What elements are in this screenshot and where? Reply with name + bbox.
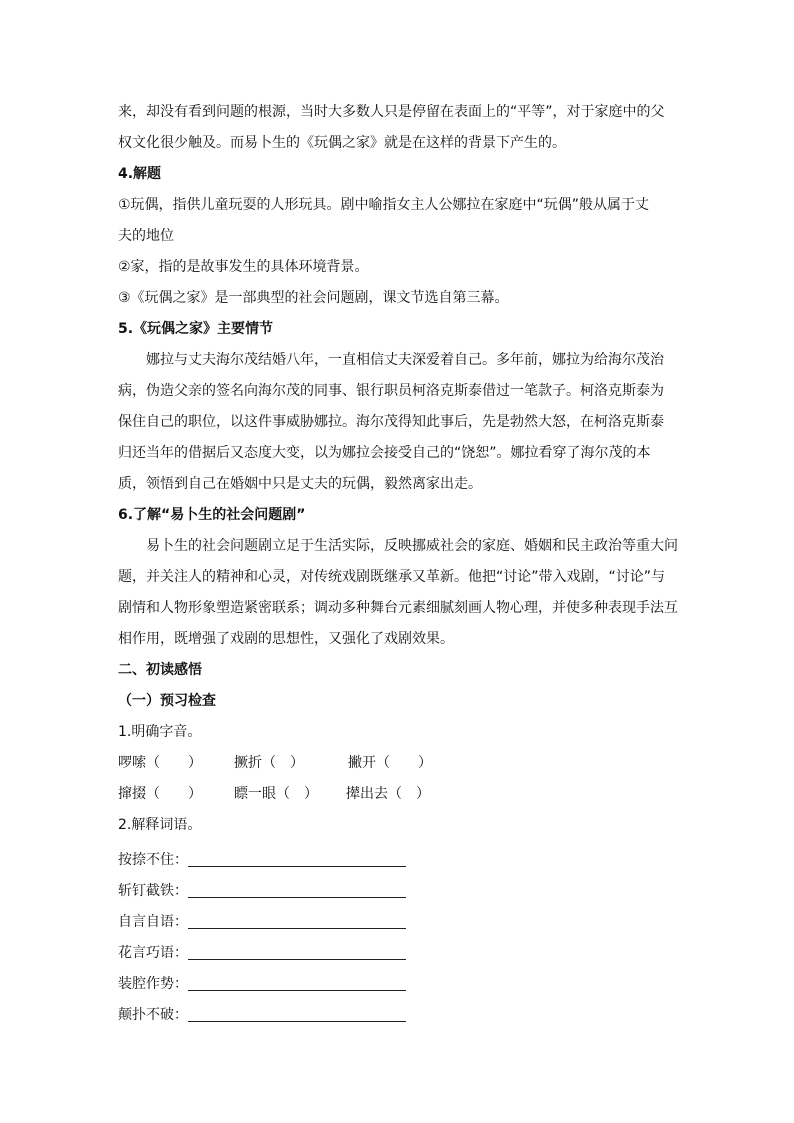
definition-row (118, 996, 684, 1027)
pronunciation-item[interactable]: 撅折（ ） (234, 755, 304, 771)
section-heading-4: 4.解题 (118, 166, 162, 182)
answer-blank[interactable] (188, 1001, 406, 1022)
s6-line: 剧情和人物形象塑造紧密联系；调动多种舞台元素细腻刻画人物心理，并使多种表现手法互 (118, 600, 678, 616)
answer-blank[interactable] (188, 877, 406, 898)
s4-paragraph-2: ②家，指的是故事发生的具体环境背景。 (118, 259, 369, 275)
pronunciation-item[interactable]: 啰嗦（ ） (118, 755, 202, 771)
term-label: 自言自语： (118, 914, 188, 930)
s5-line: 保住自己的职位，以这件事威胁娜拉。海尔茂得知此事后，先是勃然大怒，在柯洛克斯泰 (118, 414, 664, 430)
term-label: 斩钉截铁： (118, 883, 188, 899)
s6-line: 易卜生的社会问题剧立足于生活实际，反映挪威社会的家庭、婚姻和民主政治等重大问 (146, 538, 678, 554)
pronunciation-item[interactable]: 撇开（ ） (348, 755, 432, 771)
term-label: 颠扑不破： (118, 1007, 188, 1023)
part2-subheading: （一）预习检查 (118, 693, 216, 709)
pronunciation-row (118, 779, 684, 810)
pronunciation-item[interactable]: 撵出去（ ） (346, 786, 430, 802)
definition-row (118, 965, 684, 996)
s4-paragraph-3: ③《玩偶之家》是一部典型的社会问题剧，课文节选自第三幕。 (118, 290, 509, 306)
s5-line: 归还当年的借据后又态度大变，以为娜拉会接受自己的“饶恕”。娜拉看穿了海尔茂的本 (118, 445, 651, 461)
intro-line-1: 来，却没有看到问题的根源，当时大多数人只是停留在表面上的“平等”，对于家庭中的父 (118, 104, 665, 120)
definition-row (118, 872, 684, 903)
question-1: 1.明确字音。 (118, 724, 202, 740)
s6-line: 题，并关注人的精神和心灵，对传统戏剧既继承又革新。他把“讨论”带入戏剧，“讨论”与 (118, 569, 666, 585)
pronunciation-row (118, 748, 684, 779)
definition-row (118, 841, 684, 872)
s5-line: 娜拉与丈夫海尔茂结婚八年，一直相信丈夫深爱着自己。多年前，娜拉为给海尔茂治 (146, 352, 664, 368)
part2-heading: 二、初读感悟 (118, 662, 202, 678)
answer-blank[interactable] (188, 939, 406, 960)
answer-blank[interactable] (188, 846, 406, 867)
term-label: 装腔作势： (118, 976, 188, 992)
s4-paragraph-1a: ①玩偶，指供儿童玩耍的人形玩具。剧中喻指女主人公娜拉在家庭中“玩偶”般从属于丈 (118, 197, 650, 213)
pronunciation-item[interactable]: 瞟一眼（ ） (234, 786, 318, 802)
s4-paragraph-1b: 夫的地位 (118, 228, 174, 244)
s6-line: 相作用，既增强了戏剧的思想性，又强化了戏剧效果。 (118, 631, 454, 647)
answer-blank[interactable] (188, 970, 406, 991)
intro-line-2: 权文化很少触及。而易卜生的《玩偶之家》就是在这样的背景下产生的。 (118, 135, 566, 151)
section-heading-6: 6.了解“易卜生的社会问题剧” (118, 507, 306, 523)
term-label: 按捺不住： (118, 852, 188, 868)
definition-row (118, 903, 684, 934)
s5-line: 病，伪造父亲的签名向海尔茂的同事、银行职员柯洛克斯泰借过一笔款子。柯洛克斯泰为 (118, 383, 664, 399)
pronunciation-item[interactable]: 撺掇（ ） (118, 786, 202, 802)
term-label: 花言巧语： (118, 945, 188, 961)
s5-line: 质，领悟到自己在婚姻中只是丈夫的玩偶，毅然离家出走。 (118, 476, 482, 492)
question-2: 2.解释词语。 (118, 817, 202, 833)
definition-row (118, 934, 684, 965)
section-heading-5: 5.《玩偶之家》主要情节 (118, 321, 274, 337)
answer-blank[interactable] (188, 908, 406, 929)
